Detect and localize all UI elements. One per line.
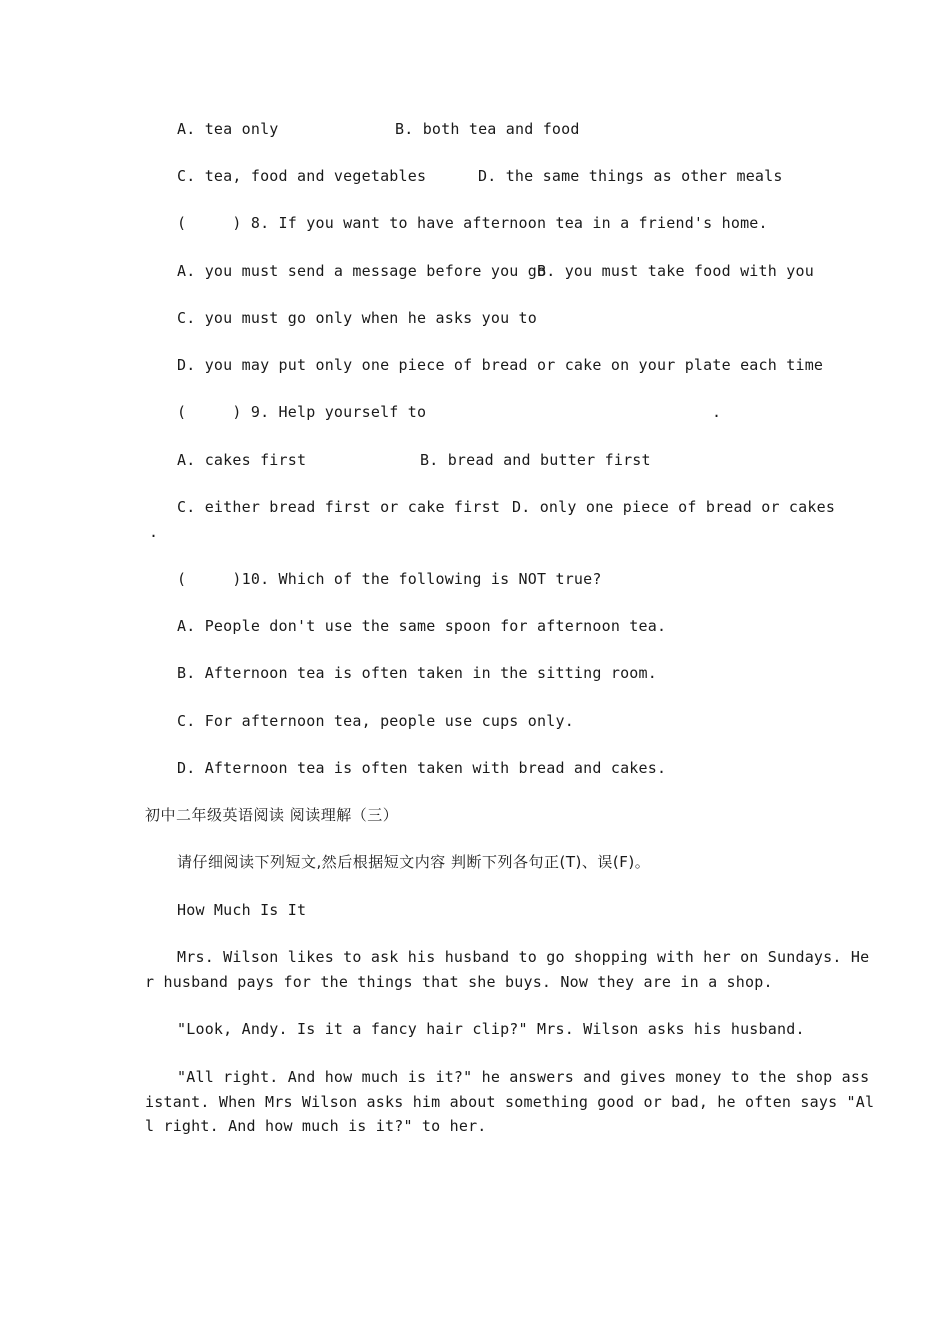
- q8-option-d: D. you may put only one piece of bread or cake on your plate each time: [177, 356, 824, 374]
- q7-option-b: B. both tea and food: [395, 120, 580, 138]
- q8-option-b: B. you must take food with you: [537, 262, 814, 280]
- section-heading: 初中二年级英语阅读 阅读理解（三）: [145, 806, 399, 824]
- q9-stem: ( ) 9. Help yourself to: [177, 403, 427, 421]
- story-paragraph-1-line-1: Mrs. Wilson likes to ask his husband to go shopping with her on Sundays. He: [177, 948, 870, 966]
- q9-option-b: B. bread and butter first: [420, 451, 651, 469]
- story-paragraph-3-line-1: "All right. And how much is it?" he answers and gives money to the shop ass: [177, 1068, 870, 1086]
- q10-option-d: D. Afternoon tea is often taken with bread and cakes.: [177, 759, 667, 777]
- story-title: How Much Is It: [177, 901, 307, 919]
- q9-stem-end: .: [712, 403, 722, 421]
- q9-option-d: D. only one piece of bread or cakes: [512, 498, 836, 516]
- story-paragraph-3-line-3: l right. And how much is it?" to her.: [145, 1117, 487, 1135]
- q7-option-d: D. the same things as other meals: [478, 167, 783, 185]
- q10-option-c: C. For afternoon tea, people use cups only.: [177, 712, 574, 730]
- story-paragraph-2: "Look, Andy. Is it a fancy hair clip?" Mrs. Wilson asks his husband.: [177, 1020, 805, 1038]
- q9-option-a: A. cakes first: [177, 451, 307, 469]
- q9-option-c: C. either bread first or cake first: [177, 498, 501, 516]
- q8-stem: ( ) 8. If you want to have afternoon tea in a friend's home.: [177, 214, 768, 232]
- story-paragraph-3-line-2: istant. When Mrs Wilson asks him about something good or bad, he often says "Al: [145, 1093, 875, 1111]
- q7-option-c: C. tea, food and vegetables: [177, 167, 427, 185]
- q8-option-c: C. you must go only when he asks you to: [177, 309, 537, 327]
- section-instruction: 请仔细阅读下列短文,然后根据短文内容 判断下列各句正(T)、误(F)。: [177, 853, 651, 871]
- q10-option-b: B. Afternoon tea is often taken in the sitting room.: [177, 664, 657, 682]
- q7-option-a: A. tea only: [177, 120, 279, 138]
- q8-option-a: A. you must send a message before you go: [177, 262, 547, 280]
- q10-stem: ( )10. Which of the following is NOT true?: [177, 570, 602, 588]
- q9-option-d-wrap: .: [149, 523, 159, 541]
- q10-option-a: A. People don't use the same spoon for afternoon tea.: [177, 617, 667, 635]
- story-paragraph-1-line-2: r husband pays for the things that she buys. Now they are in a shop.: [145, 973, 773, 991]
